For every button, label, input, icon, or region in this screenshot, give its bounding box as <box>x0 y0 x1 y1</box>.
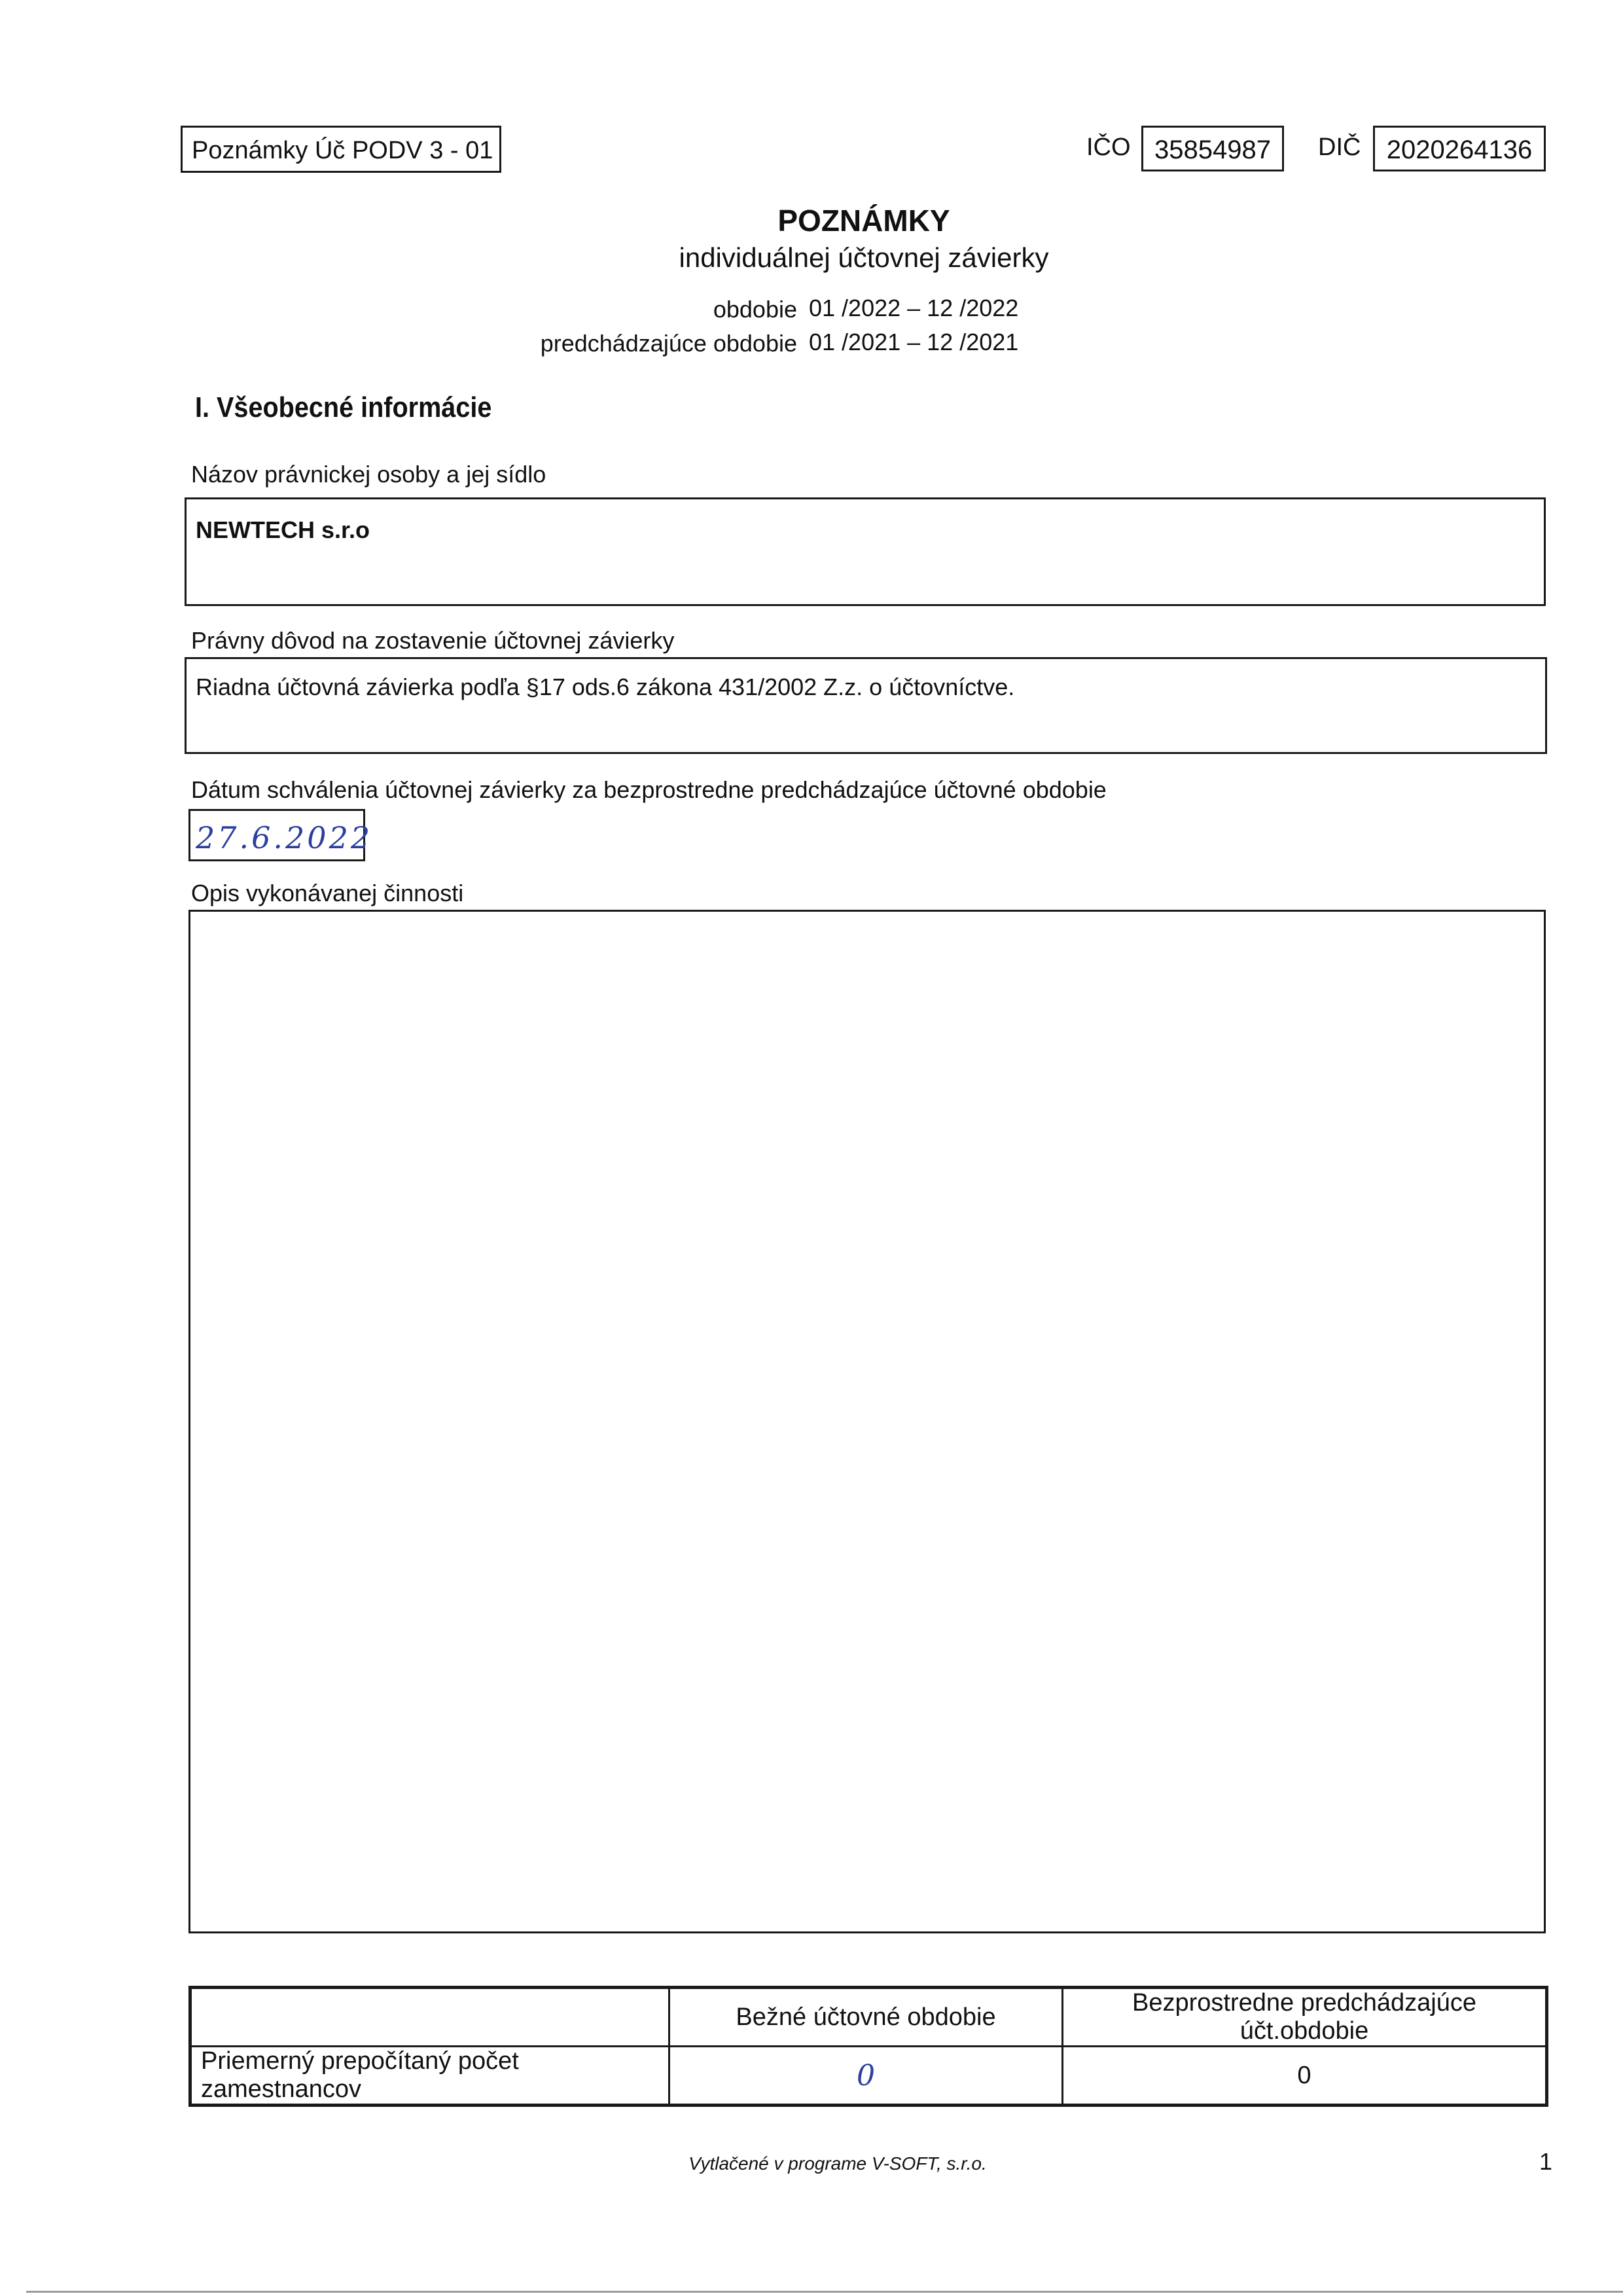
footer-note: Vytlačené v programe V-SOFT, s.r.o. <box>688 2153 987 2174</box>
table-header-row <box>190 1988 1547 2047</box>
approval-date-field[interactable] <box>188 809 373 861</box>
entity-name-label: Názov právnickej osoby a jej sídlo <box>191 461 546 488</box>
table-header-empty <box>190 1988 669 2047</box>
employees-current-handwritten: 0 <box>857 2058 875 2092</box>
legal-basis-value: Riadna účtovná závierka podľa §17 ods.6 zákona 431/2002 Z.z. o účtovníctve. <box>196 673 1015 700</box>
dic-label: DIČ <box>1318 134 1361 161</box>
entity-name-field[interactable] <box>185 497 1546 606</box>
legal-basis-field[interactable] <box>185 657 1547 754</box>
ico-box <box>1141 126 1284 171</box>
table-row <box>190 2047 1547 2106</box>
form-code-box <box>181 126 501 173</box>
employees-previous-value: 0 <box>1063 2047 1547 2106</box>
employees-current-value[interactable] <box>669 2047 1063 2106</box>
approval-date-handwritten: 27.6.2022 <box>196 820 373 855</box>
ico-label: IČO <box>1086 134 1131 161</box>
dic-box <box>1373 126 1546 171</box>
form-code: Poznámky Úč PODV 3 - 01 <box>192 137 493 164</box>
dic-value: 2020264136 <box>1386 135 1533 164</box>
document-title: POZNÁMKY <box>777 204 950 238</box>
document-subtitle: individuálnej účtovnej závierky <box>679 242 1049 273</box>
activity-description-field[interactable] <box>188 910 1546 1933</box>
previous-period-label: predchádzajúce obdobie <box>540 330 797 357</box>
employees-row-label: Priemerný prepočítaný počet zamestnancov <box>190 2047 669 2106</box>
legal-basis-label: Právny dôvod na zostavenie účtovnej závierky <box>191 627 675 654</box>
current-period-value: 01 /2022 – 12 /2022 <box>809 295 1019 321</box>
scan-edge-line <box>26 2291 1623 2293</box>
approval-date-label: Dátum schválenia účtovnej závierky za bezprostredne predchádzajúce účtovné obdobie <box>191 776 1107 803</box>
section-heading: I. Všeobecné informácie <box>195 391 492 423</box>
page-number: 1 <box>1539 2148 1553 2175</box>
entity-name-value: NEWTECH s.r.o <box>196 516 370 543</box>
activity-description-label: Opis vykonávanej činnosti <box>191 880 464 906</box>
employees-table <box>188 1986 1548 2107</box>
table-header-previous-period: Bezprostredne predchádzajúce účt.obdobie <box>1063 1988 1547 2047</box>
table-header-current-period: Bežné účtovné obdobie <box>669 1988 1063 2047</box>
previous-period-value: 01 /2021 – 12 /2021 <box>809 329 1019 355</box>
ico-value: 35854987 <box>1154 135 1271 164</box>
current-period-label: obdobie <box>713 296 797 323</box>
